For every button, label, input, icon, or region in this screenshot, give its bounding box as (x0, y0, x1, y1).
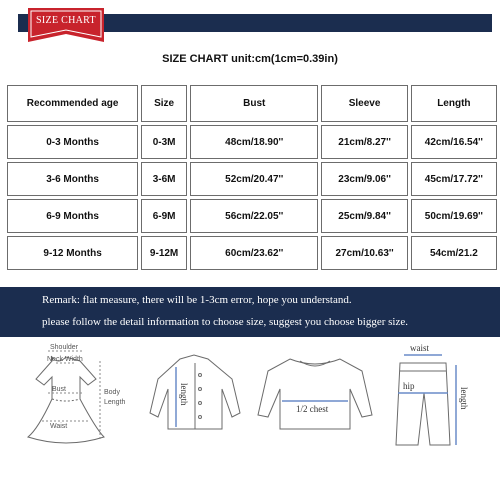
pants-measure-lines (398, 355, 456, 445)
cell-bust: 48cm/18.90'' (190, 125, 318, 159)
cell-size: 6-9M (141, 199, 187, 233)
cell-bust: 60cm/23.62'' (190, 236, 318, 270)
dress-length-label: Length (104, 399, 126, 406)
dress-bust-label: Bust (52, 386, 67, 393)
table-row (7, 125, 497, 159)
header-bust: Bust (190, 85, 318, 122)
remark-line-1: Remark: flat measure, there will be 1-3cm error, hope you understand. (42, 294, 352, 306)
cell-size: 9-12M (141, 236, 187, 270)
shirt-length-label: length (179, 383, 189, 406)
size-table (4, 82, 500, 273)
cell-size: 3-6M (141, 162, 187, 196)
pants-waist-label: waist (410, 343, 429, 353)
cell-bust: 56cm/22.05'' (190, 199, 318, 233)
pants-length-label: length (459, 387, 469, 410)
size-chart-title: SIZE CHART unit:cm(1cm=0.39in) (162, 53, 338, 65)
header-recommended-age: Recommended age (7, 85, 138, 122)
cell-sleeve: 21cm/8.27'' (321, 125, 407, 159)
cell-sleeve: 25cm/9.84'' (321, 199, 407, 233)
sweater-chest-label: 1/2 chest (296, 404, 329, 414)
header-sleeve: Sleeve (321, 85, 407, 122)
sweater-icon (258, 359, 372, 429)
header-length: Length (411, 85, 497, 122)
table-row (7, 236, 497, 270)
dress-waist-label: Waist (50, 423, 68, 430)
table-row (7, 162, 497, 196)
cell-length: 54cm/21.2 (411, 236, 497, 270)
cell-length: 50cm/19.69'' (411, 199, 497, 233)
dress-icon (28, 357, 104, 443)
remark-line-2: please follow the detail information to choose size, suggest you choose bigger size. (42, 316, 408, 328)
pants-icon (396, 363, 450, 445)
pants-hip-label: hip (403, 381, 415, 391)
header-size: Size (141, 85, 187, 122)
cell-age: 0-3 Months (7, 125, 138, 159)
cell-age: 3-6 Months (7, 162, 138, 196)
cell-age: 6-9 Months (7, 199, 138, 233)
remark-band (0, 287, 500, 337)
cell-length: 42cm/16.54'' (411, 125, 497, 159)
dress-neck-width-label: Neck Width (47, 356, 83, 363)
dress-shoulder-label: Shoulder (50, 344, 79, 351)
cell-age: 9-12 Months (7, 236, 138, 270)
cell-size: 0-3M (141, 125, 187, 159)
measurement-diagrams (0, 337, 500, 500)
cell-sleeve: 23cm/9.06'' (321, 162, 407, 196)
table-header-row (7, 85, 497, 122)
cell-length: 45cm/17.72'' (411, 162, 497, 196)
size-chart-ribbon-label: SIZE CHART (36, 15, 96, 26)
cell-bust: 52cm/20.47'' (190, 162, 318, 196)
dress-body-label: Body (104, 389, 120, 396)
cell-sleeve: 27cm/10.63'' (321, 236, 407, 270)
table-row (7, 199, 497, 233)
shirt-icon (150, 355, 240, 429)
